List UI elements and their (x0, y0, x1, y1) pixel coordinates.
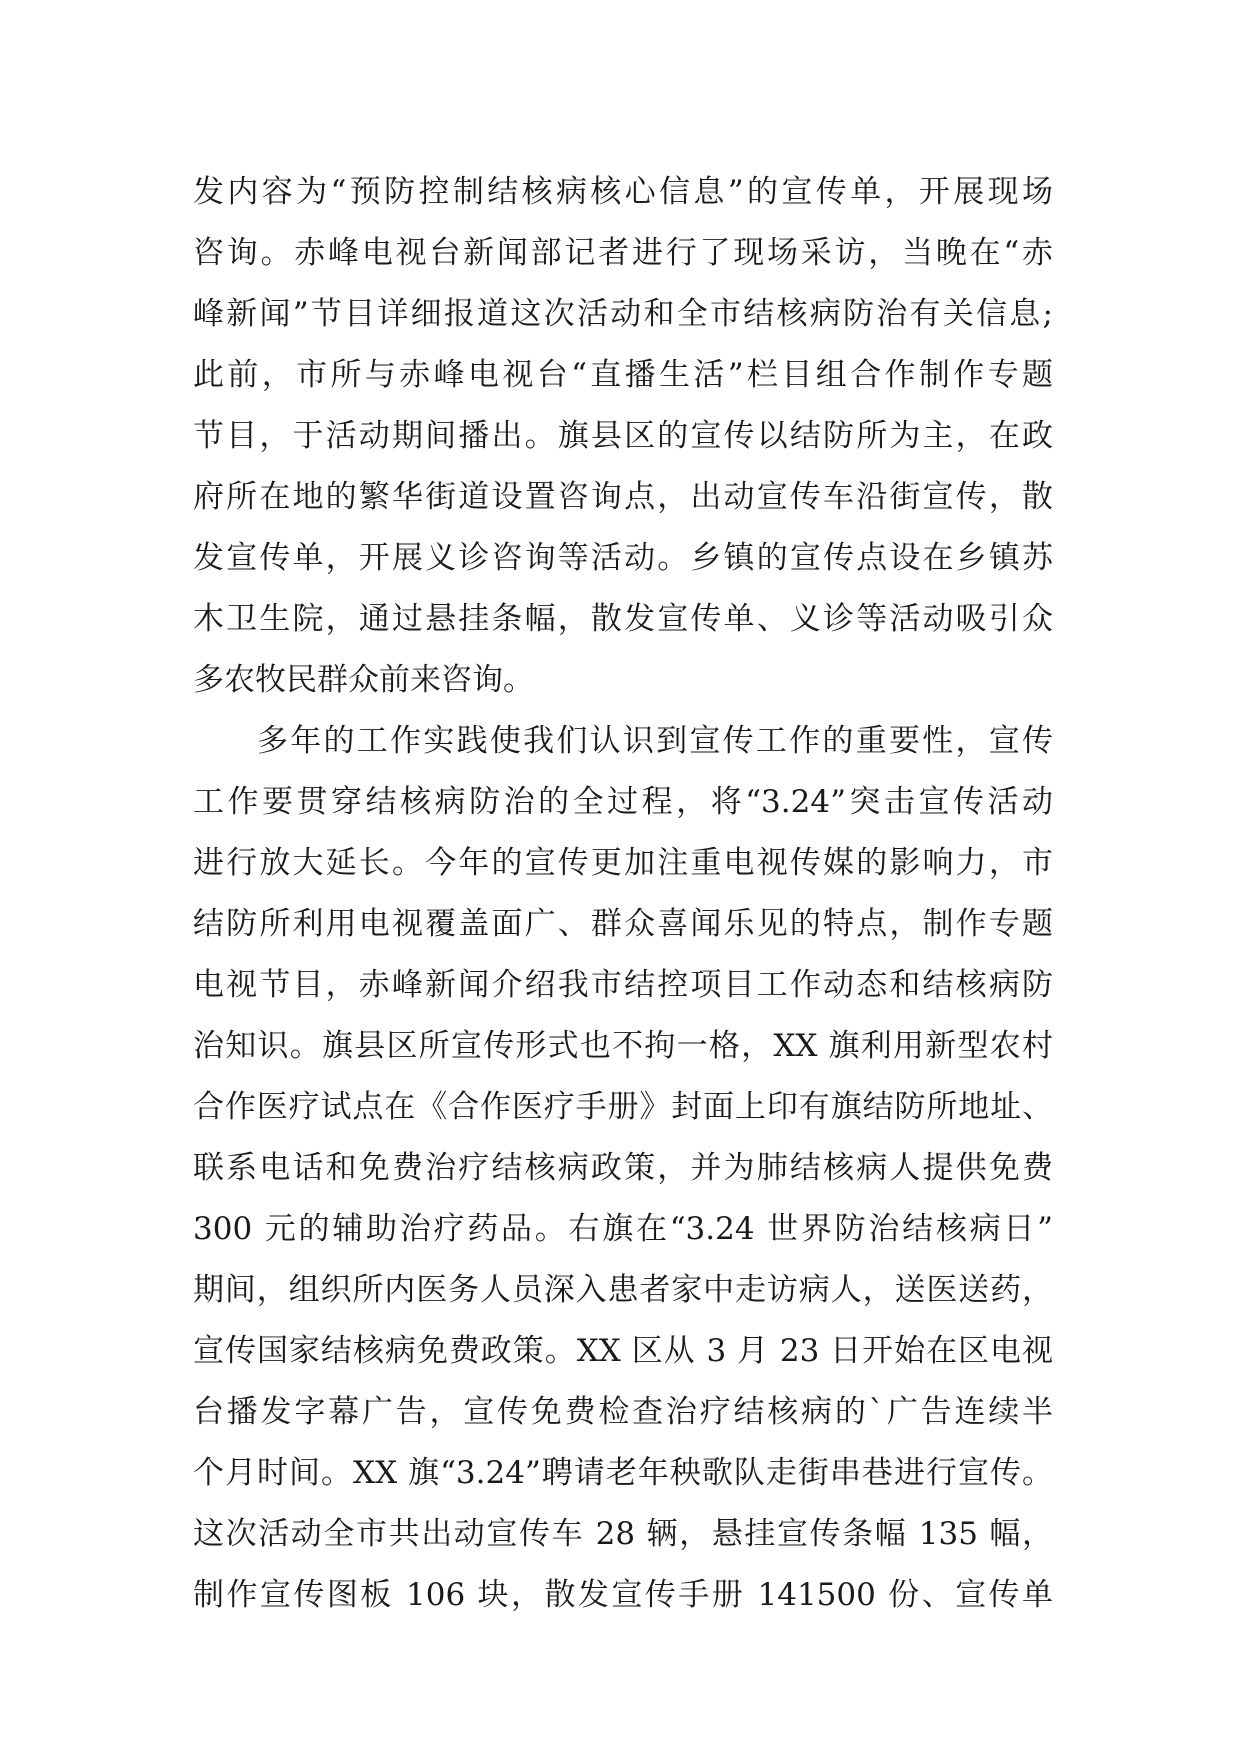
text-line: 台播发字幕广告，宣传免费检查治疗结核病的`广告连续半 (193, 1394, 1053, 1430)
text-line: 此前，市所与赤峰电视台“直播生活”栏目组合作制作专题 (193, 357, 1053, 393)
text-line: 府所在地的繁华街道设置咨询点，出动宣传车沿街宣传，散 (193, 479, 1053, 515)
text-line: 节目，于活动期间播出。旗县区的宣传以结防所为主，在政 (193, 418, 1053, 454)
text-line: 300 元的辅助治疗药品。右旗在“3.24 世界防治结核病日” (193, 1211, 1053, 1247)
text-line: 咨询。赤峰电视台新闻部记者进行了现场采访，当晚在“赤 (193, 235, 1053, 271)
text-line: 发宣传单，开展义诊咨询等活动。乡镇的宣传点设在乡镇苏 (193, 540, 1053, 576)
body-text (193, 162, 1053, 1626)
text-line: 木卫生院，通过悬挂条幅，散发宣传单、义诊等活动吸引众 (193, 601, 1053, 637)
text-line: 个月时间。XX 旗“3.24”聘请老年秧歌队走街串巷进行宣传。 (193, 1455, 1053, 1491)
text-line: 多农牧民群众前来咨询。 (193, 662, 534, 698)
text-line: 工作要贯穿结核病防治的全过程，将“3.24”突击宣传活动 (193, 784, 1053, 820)
text-line: 进行放大延长。今年的宣传更加注重电视传媒的影响力，市 (193, 845, 1053, 881)
text-line: 电视节目，赤峰新闻介绍我市结控项目工作动态和结核病防 (193, 967, 1053, 1003)
text-line: 治知识。旗县区所宣传形式也不拘一格，XX 旗利用新型农村 (193, 1028, 1053, 1064)
text-line: 期间，组织所内医务人员深入患者家中走访病人，送医送药， (193, 1272, 1053, 1308)
text-line: 发内容为“预防控制结核病核心信息”的宣传单，开展现场 (193, 174, 1053, 210)
text-line: 宣传国家结核病免费政策。XX 区从 3 月 23 日开始在区电视 (193, 1333, 1053, 1369)
text-line: 制作宣传图板 106 块，散发宣传手册 141500 份、宣传单 (193, 1577, 1053, 1613)
paragraph-first-line: 多年的工作实践使我们认识到宣传工作的重要性，宣传 (257, 723, 1053, 759)
text-line: 联系电话和免费治疗结核病政策，并为肺结核病人提供免费 (193, 1150, 1053, 1186)
text-line: 这次活动全市共出动宣传车 28 辆，悬挂宣传条幅 135 幅， (193, 1516, 1053, 1552)
text-line: 峰新闻”节目详细报道这次活动和全市结核病防治有关信息; (193, 296, 1053, 332)
text-line: 结防所利用电视覆盖面广、群众喜闻乐见的特点，制作专题 (193, 906, 1053, 942)
text-line: 合作医疗试点在《合作医疗手册》封面上印有旗结防所地址、 (193, 1089, 1053, 1125)
